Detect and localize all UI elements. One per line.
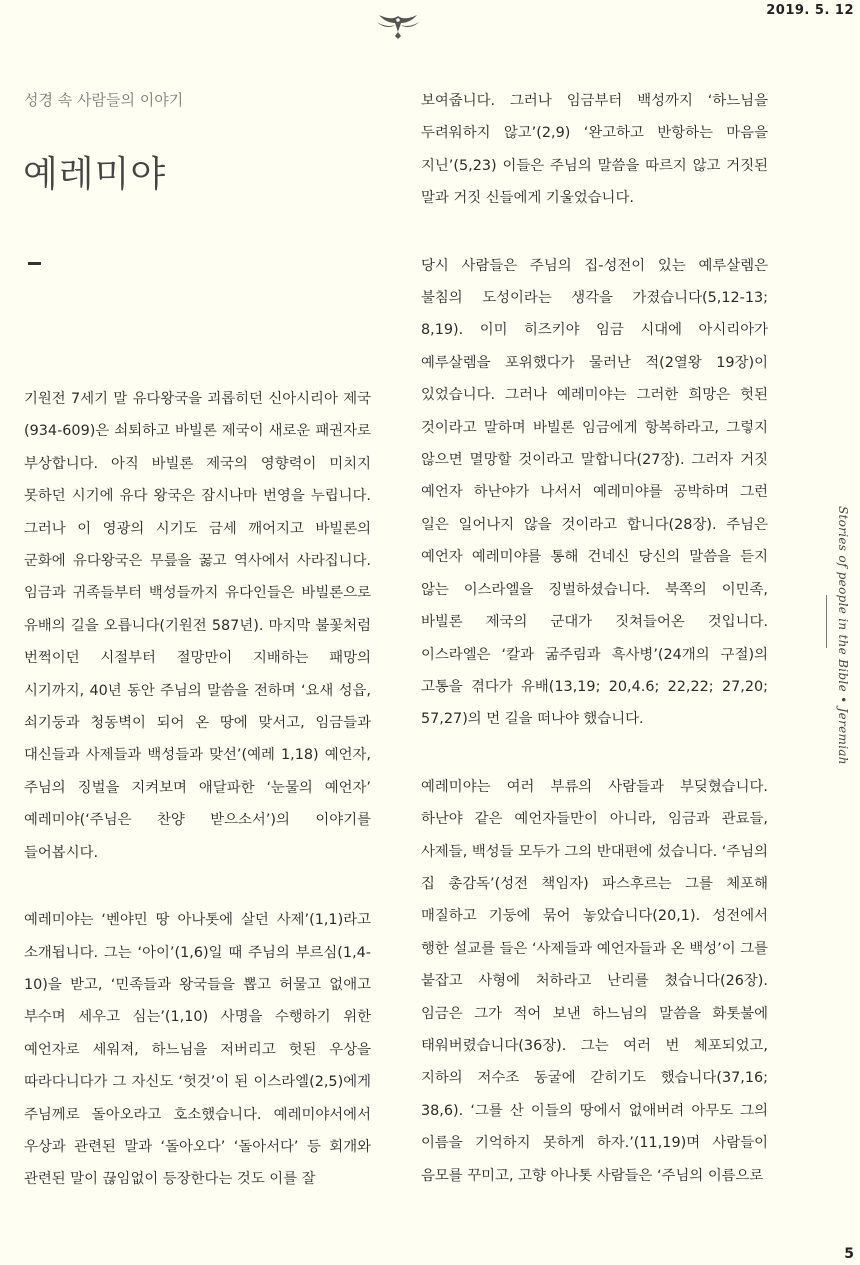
right-column <box>421 85 768 1192</box>
body-paragraph: 기원전 7세기 말 유다왕국을 괴롭히던 신아시리아 제국(934-609)은 쇠퇴하고 바빌론 제국이 새로운 패권자로 부상합니다. 아직 바빌론 제국의 영향력이 미치지 못하던 시기에 유다 왕국은 잠시나마 번영을 누립니다. 그러나 이 영광의 시기도 금세 깨어지고 바빌론의 군화에 유다왕국은 무릎을 꿇고 역사에서 사라집니다. 임금과 귀족들부터 백성들까지 유다인들은 바빌론으로 유배의 길을 오릅니다(기원전 587년). 마지막 불꽃처럼 번쩍이던 시절부터 절망만이 지배하는 패망의 시기까지, 40년 동안 주님의 말씀을 전하며 ‘요새 성읍, 쇠기둥과 청동벽이 되어 온 땅에 맞서고, 임금들과 대신들과 사제들과 백성들과 맞선’(예레 1,18) 예언자, 주님의 징벌을 지켜보며 애달파한 ‘눈물의 예언자’ 예레미야(‘주님은 찬양 받으소서’)의 이야기를 들어봅시다. <box>24 391 371 861</box>
vertical-series-caption: Stories of people in the Bible • Jeremiah <box>836 506 850 765</box>
body-paragraph: 예레미야는 ‘벤야민 땅 아나톳에 살던 사제’(1,1)라고 소개됩니다. 그는 ‘아이’(1,6)일 때 주님의 부르심(1,4-10)을 받고, ‘민족들과 왕국들을 뽑고 허물고 없애고 부수며 세우고 심는’(1,10) 사명을 수행하기 위한 예언자로 세워져, 하느님을 저버리고 헛된 우상을 따라다니다가 그 자신도 ‘헛것’이 된 이스라엘(2,5)에게 주님께로 돌아오라고 호소했습니다. 예레미야서에서 우상과 관련된 말과 ‘돌아오다’ ‘돌아서다’ 등 회개와 관련된 말이 끊임없이 등장한다는 것도 이를 잘 <box>24 912 371 1188</box>
fleuron-ornament-icon <box>373 12 423 40</box>
body-paragraph: 보여줍니다. 그러나 임금부터 백성까지 ‘하느님을 두려워하지 않고’(2,9) ‘완고하고 반항하는 마음을 지닌’(5,23) 이들은 주님의 말씀을 따르지 않고 거짓된 말과 거짓 신들에게 기울었습니다. <box>421 93 768 207</box>
page-number: 5 <box>844 1246 854 1262</box>
side-divider <box>826 595 827 648</box>
publication-date: 2019. 5. 12 <box>766 3 854 18</box>
side-caption <box>828 500 860 780</box>
left-column <box>24 383 371 1196</box>
body-paragraph: 당시 사람들은 주님의 집-성전이 있는 예루살렘은 불침의 도성이라는 생각을 가졌습니다(5,12-13; 8,19). 이미 히즈키야 임금 시대에 아시리아가 예루살렘을 포위했다가 물러난 적(2열왕 19장)이 있었습니다. 그러나 예레미야는 그러한 희망은 헛된 것이라고 말하며 바빌론 임금에게 항복하라고, 그렇지 않으면 멸망할 것이라고 말합니다(27장). 그러자 거짓 예언자 하난야가 나서서 예레미야를 공박하며 그런 일은 일어나지 않을 것이라고 합니다(28장). 주님은 예언자 예레미야를 통해 건네신 당신의 말씀을 듣지 않는 이스라엘을 징벌하셨습니다. 북쪽의 이민족, 바빌론 제국의 군대가 짓쳐들어온 것입니다. 이스라엘은 ‘칼과 굶주림과 흑사병’(24개의 구절)의 고통을 겪다가 유배(13,19; 20,4.6; 22,22; 27,20; 57,27)의 먼 길을 떠나야 했습니다. <box>421 257 768 728</box>
series-title: 성경 속 사람들의 이야기 <box>24 91 184 109</box>
title-dash-divider <box>28 262 41 265</box>
body-paragraph: 예레미야는 여러 부류의 사람들과 부딪혔습니다. 하난야 같은 예언자들만이 아니라, 임금과 관료들, 사제들, 백성들 모두가 그의 반대편에 섰습니다. ‘주님의 집 총감독’(성전 책임자) 파스후르는 그를 체포해 매질하고 기둥에 묶어 놓았습니다(20,1). 성전에서 행한 설교를 들은 ‘사제들과 예언자들과 온 백성’이 그를 붙잡고 사형에 처하라고 난리를 쳤습니다(26장). 임금은 그가 적어 보낸 하느님의 말씀을 화톳불에 태워버렸습니다(36장). 그는 여러 번 체포되었고, 지하의 저수조 동굴에 갇히기도 했습니다(37,16; 38,6). ‘그를 산 이들의 땅에서 없애버려 아무도 그의 이름을 기억하지 못하게 하자.’(11,19)며 사람들이 음모를 꾸미고, 고향 아나톳 사람들은 ‘주님의 이름으로 <box>421 778 769 1184</box>
article-title: 예레미야 <box>23 154 167 195</box>
